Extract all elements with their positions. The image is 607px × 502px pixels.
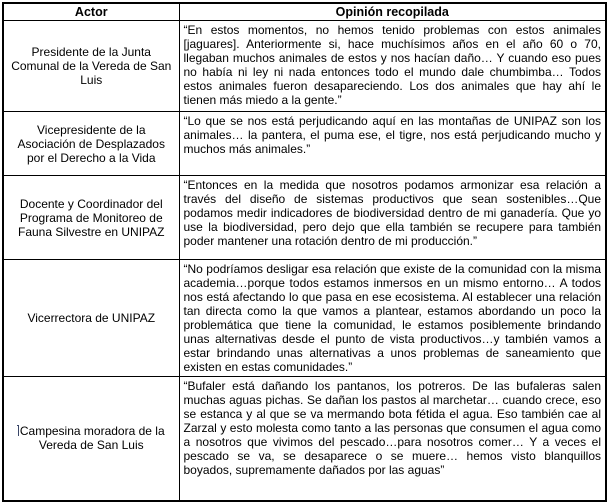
opinion-cell: “Entonces en la medida que nosotros podamos armonizar esa relación a través del diseño de sistemas productivos que sean sostenibles…Que podamos medir indicadores de biodiversidad dentro de mi ganadería. Que yo use la biodiversidad, pero dejo que ella también se recupere para también poder mantener una rotación dentro de mi producción.” [179,176,606,260]
opinion-cell: “Lo que se nos está perjudicando aquí en las montañas de UNIPAZ son los animales… la pantera, el puma ese, el tigre, nos está perjudicando mucho y muchos más animales.” [179,112,606,176]
actor-cell: Presidente de la Junta Comunal de la Vereda de San Luis [3,21,179,112]
column-header-actor: Actor [3,3,179,21]
text-cursor-icon [18,425,19,436]
actor-name: Campesina moradora de la Vereda de San Luis [19,424,165,453]
actor-cell [3,377,179,501]
header-row [3,3,606,21]
actor-cell: Vicepresidente de la Asociación de Desplazados por el Derecho a la Vida [3,112,179,176]
column-header-opinion: Opinión recopilada [179,3,606,21]
opinion-cell: “Bufaler está dañando los pantanos, los potreros. De las bufaleras salen muchas aguas pichas. Se dañan los pastos al marchetar… cuando crece, eso se estanca y al que se va mermando bota fétida el agua. Eso también cae al Zarzal y esto molesta como tanto a las personas que consumen el agua como a nosotros que vivimos del pescado…para nosotros comer… Y a veces el pescado se va, se desaparece o se muere… hemos visto blanquillos boyados, supremamente dañados por las aguas” [179,377,606,501]
actor-cell: Vicerrectora de UNIPAZ [3,260,179,377]
actor-cell: Docente y Coordinador del Programa de Monitoreo de Fauna Silvestre en UNIPAZ [3,176,179,260]
table-row [3,21,606,112]
table-row [3,112,606,176]
actor-opinion-table [2,2,607,502]
table-row [3,260,606,377]
opinion-cell: “En estos momentos, no hemos tenido problemas con estos animales [jaguares]. Anteriormente si, hace muchísimos años en el año 60 o 70, llegaban muchos animales de estos y nos hacían daño… Y cuando eso pues no había ni ley ni nada entonces todo el mundo dale chumbimba… Todos estos animales fueron desapareciendo. Los dos animales que hay ahí le tienen más miedo a la gente.” [179,21,606,112]
table-row [3,176,606,260]
table-row [3,377,606,501]
opinion-cell: “No podríamos desligar esa relación que existe de la comunidad con la misma academia…porque todos estamos inmersos en un mismo entorno… A todos nos está afectando lo que pasa en ese ecosistema. Al establecer una relación tan directa como la que vamos a plantear, estamos abordando un poco la problemática que tiene la comunidad, le estamos posiblemente brindando unas alternativas desde el punto de vista productivos…y también vamos a estar brindando unas alternativas a unos problemas de saneamiento que existen en estas comunidades.” [179,260,606,377]
